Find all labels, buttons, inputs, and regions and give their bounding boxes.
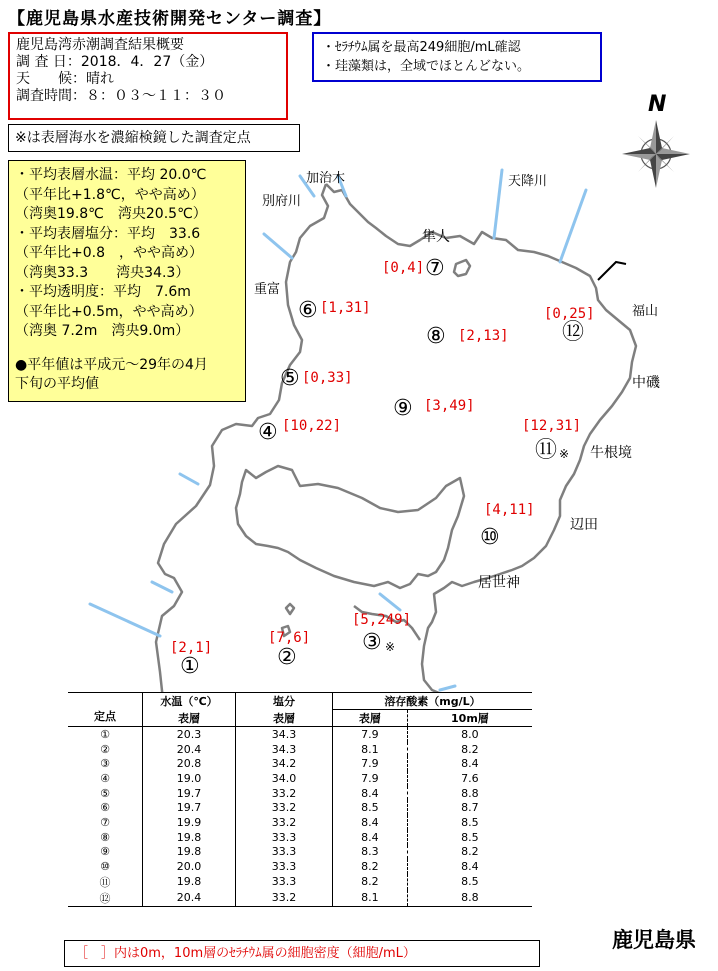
cell-salinity: 34.3 xyxy=(236,742,333,757)
cell-do-surface: 8.5 xyxy=(333,800,408,815)
cell-temp: 19.8 xyxy=(143,874,236,890)
cell-salinity: 34.3 xyxy=(236,727,333,742)
cell-station: ① xyxy=(68,727,143,742)
cell-do-10m: 8.5 xyxy=(461,830,479,844)
avg-line: ・平均透明度：平均 7.6m xyxy=(15,284,191,300)
station-5-cells: [0,33] xyxy=(302,370,353,386)
cell-do-surface: 8.4 xyxy=(333,815,408,830)
place-henda: 辺田 xyxy=(570,517,598,533)
station-5-marker: ⑤ xyxy=(280,366,300,391)
cell-do-10m: 8.0 xyxy=(461,727,479,741)
cell-temp: 20.4 xyxy=(143,890,236,907)
cell-station: ② xyxy=(68,742,143,757)
cell-salinity: 33.2 xyxy=(236,786,333,801)
station-10-cells: [4,11] xyxy=(484,502,535,518)
legend-note: ［ ］内は0m，10m層のｾﾗﾁｳﾑ属の細胞密度（細胞/mL） xyxy=(64,940,540,967)
station-6-marker: ⑥ xyxy=(298,298,318,323)
cell-do-10m: 8.7 xyxy=(461,801,479,815)
station-7-marker: ⑦ xyxy=(425,256,445,281)
table-row xyxy=(68,727,532,742)
cell-salinity: 33.2 xyxy=(236,890,333,907)
table-row xyxy=(68,845,532,860)
cell-station: ⑦ xyxy=(68,815,143,830)
cell-do-surface: 7.9 xyxy=(333,727,408,742)
survey-heading: 鹿児島湾赤潮調査結果概要 xyxy=(16,37,184,53)
compass-north-label: N xyxy=(648,92,667,117)
cell-temp: 19.0 xyxy=(143,771,236,786)
header-do-surface: 表層 xyxy=(333,710,408,727)
station-12-cells: [0,25] xyxy=(544,306,595,322)
station-9-cells: [3,49] xyxy=(424,398,475,414)
cell-do-10m: 8.2 xyxy=(461,742,479,756)
cell-station: ⑤ xyxy=(68,786,143,801)
header-temp: 水温（℃） xyxy=(143,693,236,710)
observation-table xyxy=(68,692,532,907)
place-amorigawa: 天降川 xyxy=(508,174,548,189)
station-2-cells: [7,6] xyxy=(268,630,311,646)
cell-do-surface: 8.2 xyxy=(333,874,408,890)
station-1-cells: [2,1] xyxy=(170,640,213,656)
cell-station: ③ xyxy=(68,756,143,771)
cell-do-10m: 7.6 xyxy=(461,771,479,785)
cell-temp: 19.7 xyxy=(143,786,236,801)
cell-do-10m: 8.5 xyxy=(461,875,479,889)
black-marker-line xyxy=(598,262,626,280)
station-8-marker: ⑧ xyxy=(426,324,446,349)
cell-temp: 20.0 xyxy=(143,859,236,874)
place-kajiki: 加治木 xyxy=(306,171,346,186)
station-2-marker: ② xyxy=(277,645,297,670)
table-row xyxy=(68,742,532,757)
table-row xyxy=(68,756,532,771)
cell-do-surface: 8.2 xyxy=(333,859,408,874)
place-hayato: 隼人 xyxy=(422,229,450,245)
averages-box xyxy=(8,160,246,402)
cell-salinity: 34.2 xyxy=(236,756,333,771)
station-1-marker: ① xyxy=(180,654,200,679)
place-ushinekyo: 牛根境 xyxy=(590,445,632,461)
header-salinity: 塩分 xyxy=(236,693,333,710)
place-shigetomi: 重富 xyxy=(254,282,281,297)
cell-do-surface: 7.9 xyxy=(333,756,408,771)
cell-do-10m: 8.2 xyxy=(461,845,479,859)
prefecture-name: 鹿児島県 xyxy=(612,928,696,952)
place-isejin: 居世神 xyxy=(478,575,520,591)
avg-line: ・平均表層水温：平均 20.0℃ xyxy=(15,167,207,183)
page-title: 【鹿児島県水産技術開発センター調査】 xyxy=(8,9,332,29)
header-station: 定点 xyxy=(68,693,143,727)
cell-station: ⑨ xyxy=(68,845,143,860)
header-salinity-surface: 表層 xyxy=(236,710,333,727)
cell-salinity: 33.2 xyxy=(236,815,333,830)
table-row xyxy=(68,771,532,786)
header-dissolved-oxygen: 溶存酸素（mg/L） xyxy=(333,693,533,710)
table-row xyxy=(68,800,532,815)
place-fukuyama: 福山 xyxy=(632,304,659,319)
survey-date: 調 査 日：2018．4．27（金） xyxy=(16,54,214,70)
avg-line: ・平均表層塩分：平均 33.6 xyxy=(15,225,201,242)
cell-temp: 19.7 xyxy=(143,800,236,815)
station-6-cells: [1,31] xyxy=(320,300,371,316)
cell-station: ⑩ xyxy=(68,859,143,874)
cell-station: ⑫ xyxy=(68,890,143,907)
cell-do-surface: 8.3 xyxy=(333,845,408,860)
station-11-cells: [12,31] xyxy=(522,418,582,434)
cell-do-10m: 8.8 xyxy=(461,786,479,800)
cell-do-10m: 8.4 xyxy=(461,860,479,874)
cell-temp: 20.4 xyxy=(143,742,236,757)
station-7-cells: [0,4] xyxy=(382,260,425,276)
result-line: ・ｾﾗﾁｳﾑ属を最高249細胞/mL確認 xyxy=(322,40,521,55)
station-4-cells: [10,22] xyxy=(282,418,342,434)
table-row xyxy=(68,830,532,845)
cell-salinity: 33.3 xyxy=(236,845,333,860)
cell-temp: 20.3 xyxy=(143,727,236,742)
cell-temp: 19.9 xyxy=(143,815,236,830)
cell-do-surface: 8.4 xyxy=(333,786,408,801)
station-9-marker: ⑨ xyxy=(393,396,413,421)
survey-time: 調査時間：８：０３～１１：３０ xyxy=(16,88,226,104)
station-3-cells: [5,249] xyxy=(352,612,412,628)
avg-line: （湾奥19.8℃ 湾央20.5℃） xyxy=(15,206,207,222)
compass-rose-icon xyxy=(622,120,690,188)
cell-salinity: 34.0 xyxy=(236,771,333,786)
header-temp-surface: 表層 xyxy=(143,710,236,727)
cell-temp: 20.8 xyxy=(143,756,236,771)
cell-do-surface: 8.4 xyxy=(333,830,408,845)
station-3-marker: ③ xyxy=(362,630,382,655)
table-row xyxy=(68,859,532,874)
cell-do-surface: 8.1 xyxy=(333,890,408,907)
avg-line: （平年比+0.8 ，やや高め） xyxy=(15,245,203,261)
place-befugawa: 別府川 xyxy=(262,194,302,209)
station-8-cells: [2,13] xyxy=(458,328,509,344)
station-4-marker: ④ xyxy=(258,420,278,445)
cell-station: ⑧ xyxy=(68,830,143,845)
avg-note-line: ●平年値は平成元～29年の4月 xyxy=(15,356,208,373)
header-do-10m: 10m層 xyxy=(451,712,489,725)
station-3-star: ※ xyxy=(385,640,396,654)
avg-line: （平年比+0.5m，やや高め） xyxy=(15,303,203,320)
result-line: ・珪藻類は，全域でほとんどない。 xyxy=(322,59,531,74)
table-row xyxy=(68,890,532,907)
survey-weather: 天 候：晴れ xyxy=(16,71,114,87)
cell-station: ⑥ xyxy=(68,800,143,815)
cell-temp: 19.8 xyxy=(143,830,236,845)
cell-temp: 19.8 xyxy=(143,845,236,860)
table-row xyxy=(68,786,532,801)
avg-note-line: 下旬の平均値 xyxy=(15,376,99,392)
cell-salinity: 33.3 xyxy=(236,874,333,890)
concentration-note: ※は表層海水を濃縮検鏡した調査定点 xyxy=(8,124,300,152)
avg-line: （平年比+1.8℃，やや高め） xyxy=(15,186,205,203)
table-row xyxy=(68,874,532,890)
station-11-star: ※ xyxy=(559,447,570,461)
cell-do-10m: 8.5 xyxy=(461,815,479,829)
table-row xyxy=(68,815,532,830)
cell-do-surface: 7.9 xyxy=(333,771,408,786)
cell-salinity: 33.2 xyxy=(236,800,333,815)
survey-summary-box xyxy=(8,32,288,120)
cell-salinity: 33.3 xyxy=(236,830,333,845)
avg-line: （湾奥 7.2m 湾央9.0m） xyxy=(15,323,190,339)
place-nakaiso: 中磯 xyxy=(632,375,660,391)
cell-do-surface: 8.1 xyxy=(333,742,408,757)
station-10-marker: ⑩ xyxy=(480,525,500,550)
avg-line: （湾奥33.3 湾央34.3） xyxy=(15,264,190,281)
cell-station: ④ xyxy=(68,771,143,786)
cell-salinity: 33.3 xyxy=(236,859,333,874)
cell-do-10m: 8.4 xyxy=(461,757,479,771)
station-12-marker: ⑫ xyxy=(562,320,585,345)
cell-do-10m: 8.8 xyxy=(461,891,479,905)
results-box xyxy=(312,32,602,82)
station-11-marker: ⑪ xyxy=(535,438,558,463)
cell-station: ⑪ xyxy=(68,874,143,890)
